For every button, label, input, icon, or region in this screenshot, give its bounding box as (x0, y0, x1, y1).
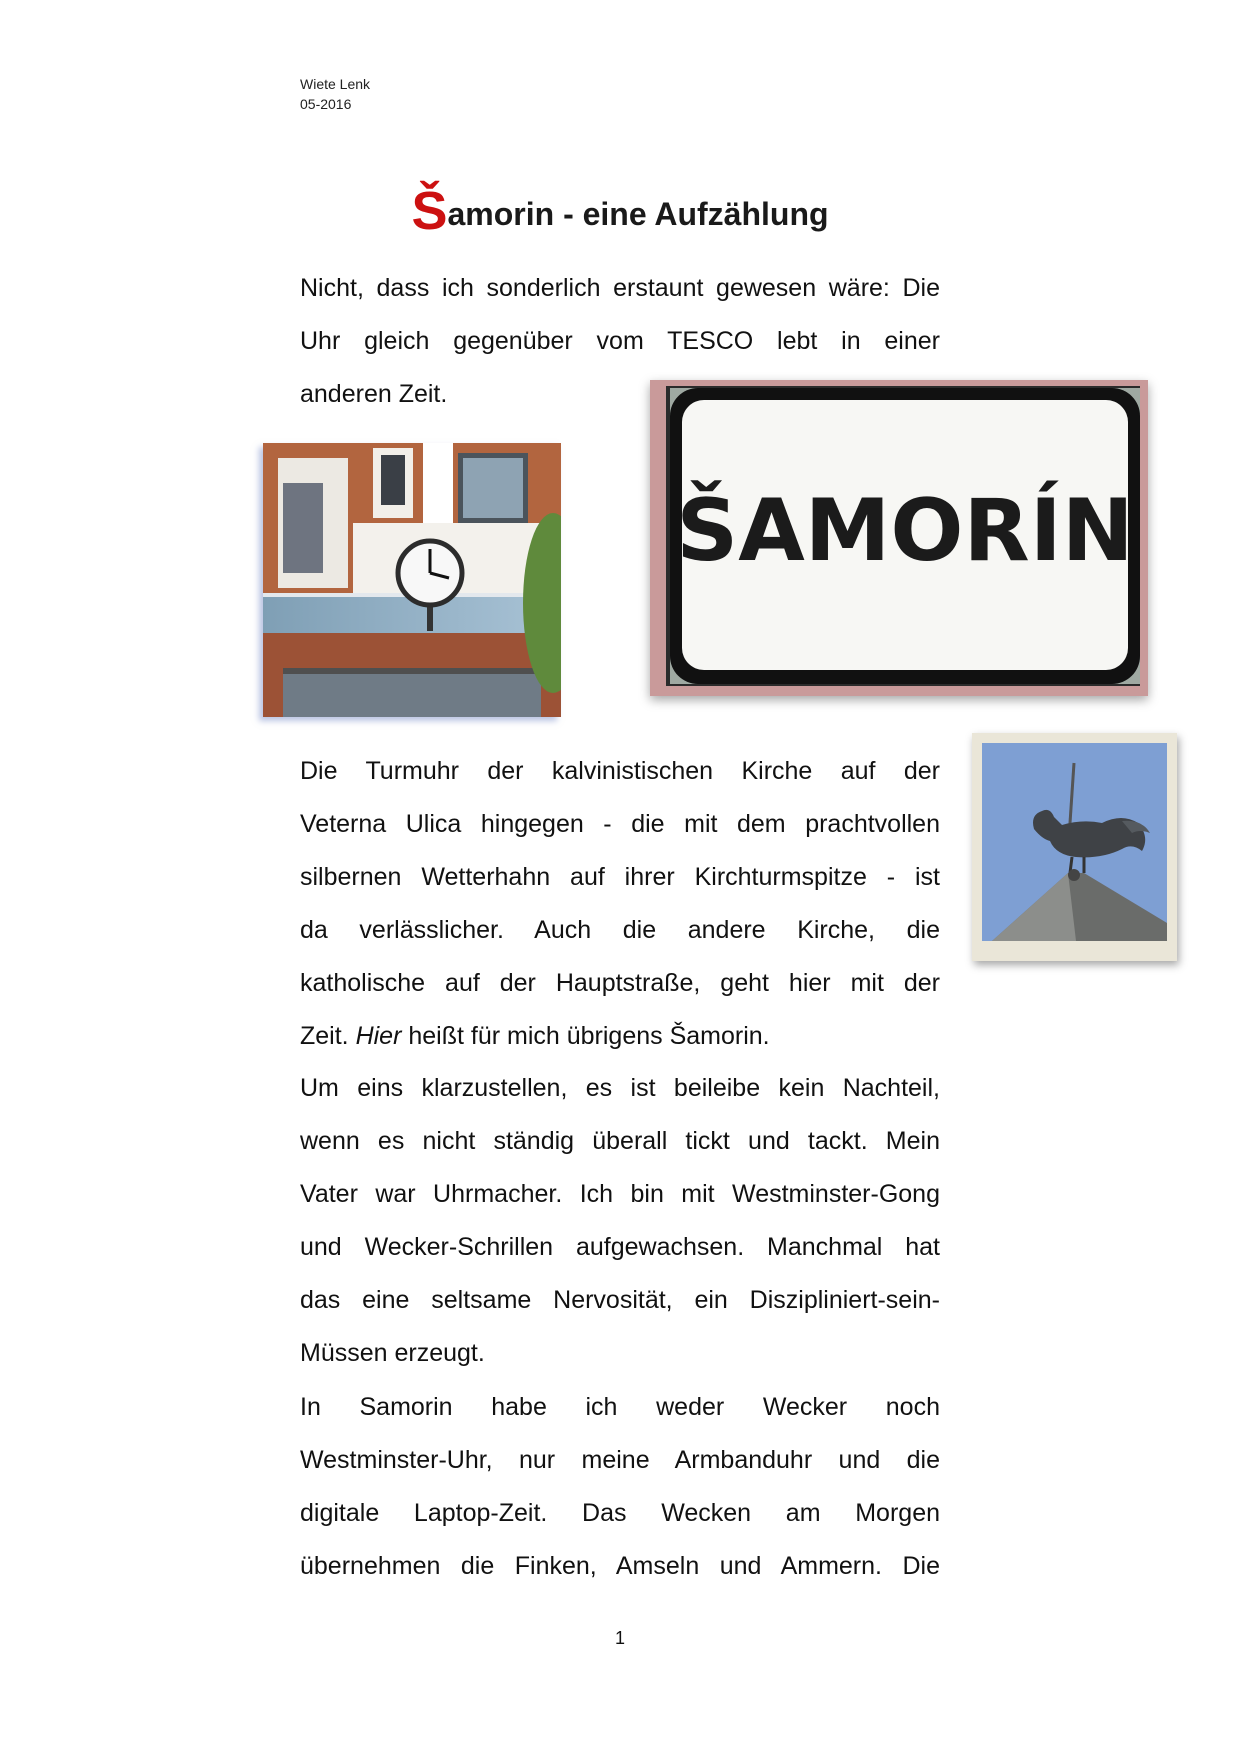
emphasized-word: Hier (355, 1022, 402, 1050)
samorin-sign-photo (650, 380, 1148, 696)
paragraph-2 (300, 745, 940, 1063)
text-line: und Wecker-Schrillen aufgewachsen. Manchmal hat (300, 1233, 940, 1261)
text-line: Westminster-Uhr, nur meine Armbanduhr und die (300, 1446, 940, 1474)
document-date: 05-2016 (300, 96, 352, 112)
text-line: das eine seltsame Nervosität, ein Diszipliniert-sein- (300, 1286, 940, 1314)
page-title (0, 180, 1240, 242)
document-header (300, 74, 370, 114)
text-line: Uhr gleich gegenüber vom TESCO lebt in einer (300, 327, 940, 355)
text-line: da verlässlicher. Auch die andere Kirche, die (300, 916, 940, 944)
page-number: 1 (614, 1628, 625, 1648)
text-line: Veterna Ulica hingegen - die mit dem prachtvollen (300, 810, 940, 838)
text-line: Die Turmuhr der kalvinistischen Kirche auf der (300, 757, 940, 785)
text-line: wenn es nicht ständig überall tickt und tackt. Mein (300, 1127, 940, 1155)
text-line: anderen Zeit. (300, 380, 448, 408)
text-line: Vater war Uhrmacher. Ich bin mit Westminster-Gong (300, 1180, 940, 1208)
clock-building-image (263, 443, 561, 717)
text-fragment: heißt für mich übrigens Šamorin. (401, 1022, 770, 1050)
text-line (300, 1010, 940, 1063)
text-line: In Samorin habe ich weder Wecker noch (300, 1393, 940, 1421)
text-line: übernehmen die Finken, Amseln und Ammern. Die (300, 1552, 940, 1580)
text-line: Müssen erzeugt. (300, 1339, 485, 1367)
text-line: digitale Laptop-Zeit. Das Wecken am Morgen (300, 1499, 940, 1527)
paragraph-3 (300, 1062, 940, 1380)
title-initial: Š (411, 181, 448, 241)
clock-building-photo (263, 443, 561, 717)
title-rest: amorin - eine Aufzählung (447, 196, 829, 232)
author-name: Wiete Lenk (300, 76, 371, 92)
text-fragment: Zeit. (300, 1022, 356, 1050)
paragraph-4 (300, 1381, 940, 1593)
weathervane-photo (972, 733, 1177, 961)
sign-text: ŠAMORÍN (676, 481, 1134, 581)
rooster-weathervane-image (972, 733, 1177, 961)
text-line: katholische auf der Hauptstraße, geht hier mit der (300, 969, 940, 997)
text-line: Nicht, dass ich sonderlich erstaunt gewesen wäre: Die (300, 274, 940, 302)
text-line: Um eins klarzustellen, es ist beileibe kein Nachteil, (300, 1074, 940, 1102)
town-sign-image (650, 380, 1148, 696)
text-line: silbernen Wetterhahn auf ihrer Kirchturmspitze - ist (300, 863, 940, 891)
